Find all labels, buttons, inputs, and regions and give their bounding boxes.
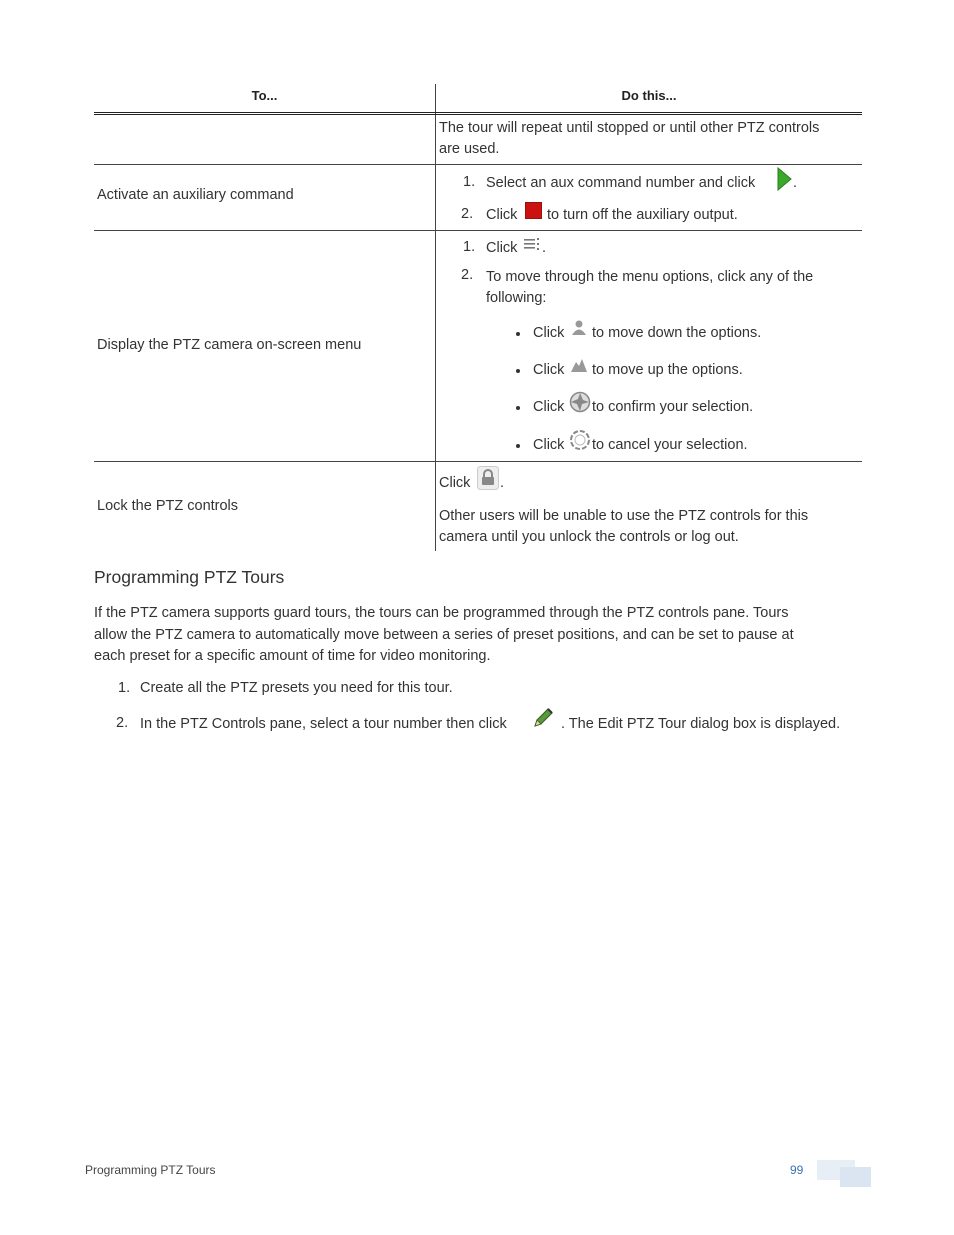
row4-click: Click [439, 475, 471, 491]
menu-list-icon [524, 238, 542, 252]
table-row [94, 165, 862, 231]
bullet-down-text: to move down the options. [592, 325, 762, 341]
row2-step1-end: . [793, 175, 798, 191]
row2-step1-text: Select an aux command number and click [486, 175, 756, 191]
row2-to: Activate an auxiliary command [97, 187, 294, 203]
header-to: To... [251, 88, 278, 103]
row1-do-line2: are used. [439, 141, 500, 157]
stop-red-icon [525, 202, 542, 219]
section-heading: Programming PTZ Tours [94, 567, 285, 587]
pencil-edit-icon [531, 706, 555, 730]
bullet-dot [516, 332, 520, 336]
step1-number: 1. [118, 680, 131, 696]
confirm-iris-icon [569, 391, 591, 413]
row3-step2-number: 2. [461, 267, 474, 283]
row2-step2-click: Click [486, 207, 518, 223]
play-green-icon [776, 167, 792, 191]
row2-step1-number: 1. [463, 174, 476, 190]
cancel-iris-icon [569, 429, 591, 451]
table-row [94, 115, 862, 165]
step2-number: 2. [116, 715, 129, 731]
step2-end: . The Edit PTZ Tour dialog box is displayed. [561, 716, 841, 732]
row4-end: . [500, 475, 505, 491]
table-row [94, 231, 862, 462]
ptz-controls-table [94, 84, 862, 552]
lock-icon [477, 466, 499, 490]
table-header [94, 84, 862, 115]
down-arrow-icon [570, 319, 588, 337]
section-paragraph [94, 603, 854, 668]
paragraph-line: each preset for a specific amount of time for video monitoring. [94, 648, 491, 664]
row4-do-line1: Other users will be unable to use the PTZ controls for this [439, 508, 809, 524]
footer-title: Programming PTZ Tours [85, 1163, 216, 1177]
bullet-dot [516, 406, 520, 410]
page-number: 99 [790, 1163, 804, 1177]
row3-step2-line2: following: [486, 290, 547, 306]
row3-step1-end: . [542, 240, 547, 256]
bullet-confirm-click: Click [533, 399, 565, 415]
footer-decoration [840, 1167, 871, 1187]
header-do: Do this... [621, 88, 677, 103]
row4-do-text [439, 506, 859, 548]
row3-step2-line1: To move through the menu options, click any of the [486, 269, 814, 285]
bullet-dot [516, 444, 520, 448]
row3-to: Display the PTZ camera on-screen menu [97, 337, 362, 353]
row2-step2-text: to turn off the auxiliary output. [547, 207, 738, 223]
bullet-up-text: to move up the options. [592, 362, 743, 378]
bullet-dot [516, 369, 520, 373]
row3-step1-click: Click [486, 240, 518, 256]
step1-text: Create all the PTZ presets you need for this tour. [140, 680, 453, 696]
bullet-cancel-click: Click [533, 437, 565, 453]
row1-do-line1: The tour will repeat until stopped or until other PTZ controls [439, 120, 820, 136]
bullet-down-click: Click [533, 325, 565, 341]
row3-step1-number: 1. [463, 239, 476, 255]
table-row [94, 462, 862, 552]
row4-do-line2: camera until you unlock the controls or log out. [439, 529, 739, 545]
row1-do [439, 118, 859, 160]
step2-text: In the PTZ Controls pane, select a tour number then click [140, 716, 507, 732]
paragraph-line: If the PTZ camera supports guard tours, the tours can be programmed through the PTZ controls pane. Tours [94, 605, 789, 621]
up-arrow-icon [570, 357, 588, 373]
bullet-up-click: Click [533, 362, 565, 378]
row4-to: Lock the PTZ controls [97, 498, 239, 514]
row2-step2-number: 2. [461, 206, 474, 222]
bullet-cancel-text: to cancel your selection. [592, 437, 748, 453]
row3-step2-text [486, 267, 856, 309]
bullet-confirm-text: to confirm your selection. [592, 399, 754, 415]
paragraph-line: allow the PTZ camera to automatically move between a series of preset positions, and can be set to pause at [94, 626, 794, 643]
